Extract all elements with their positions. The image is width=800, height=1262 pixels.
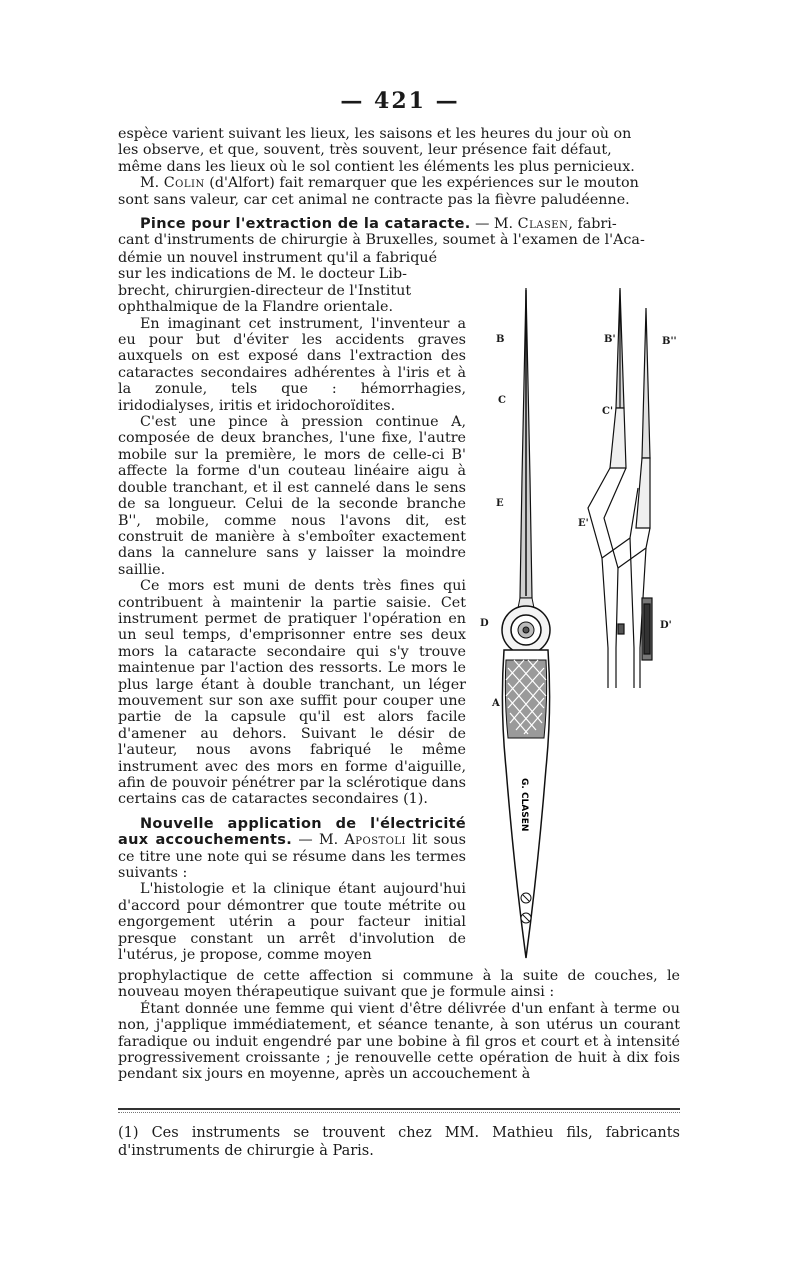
forceps-illustration (470, 268, 690, 968)
pince-heading-line: Pince pour l'extraction de la cataracte. — M. Clasen, fabri- (140, 216, 617, 232)
author-clasen: Clasen (517, 216, 569, 232)
pince-paragraph-3: C'est une pince à pression continue A, composée de deux branches, l'une fixe, l'autre mobile sur la première, le mors de celle-ci B' affecte la forme d'un couteau linéaire aigu à double tranchant, et il est cannelé dans le sens de sa longueur. Celui de la seconde branche B'', mobile, comme nous l'avons dit, est construit de manière à s'emboîter exactement dans la cannelure sans y laisser la moindre saillie. (118, 414, 466, 578)
figure-label-d-prime: D' (660, 620, 672, 631)
figure-label-e: E (496, 498, 504, 509)
pince-narrow-column (118, 250, 466, 963)
pince-narrow-line: brecht, chirurgien-directeur de l'Institut (118, 282, 412, 299)
footnote-rule-dotted (118, 1112, 680, 1113)
figure-label-c-prime: C' (602, 406, 614, 417)
author-apostoli: Apostoli (344, 832, 406, 849)
pince-line2: cant d'instruments de chirurgie à Bruxelles, soumet à l'examen de l'Aca- (118, 232, 645, 249)
electricite-wide (118, 968, 680, 1083)
pince-narrow-line: démie un nouvel instrument qu'il a fabriqué (118, 250, 438, 266)
electricite-heading-paragraph: Nouvelle application de l'électricité aux accouchements. — M. Apostoli lit sous ce titre une note qui se résume dans les termes suivants : (118, 815, 466, 882)
figure-label-b: B (496, 334, 505, 345)
figure-label-a: A (492, 698, 500, 709)
figure-label-b-second: B'' (662, 336, 677, 347)
forceps-figure (470, 268, 690, 968)
page-number: — 421 — (340, 88, 460, 114)
electricite-heading: Nouvelle application de l'électricité aux accouchements. (118, 815, 466, 849)
forceps-main (502, 288, 550, 958)
author-colin: Colin (163, 175, 205, 192)
engraving-text: G. CLASEN (519, 778, 529, 832)
electricite-paragraph-2-wide: prophylactique de cette affection si commune à la suite de couches, le nouveau moyen thérapeutique suivant que je formule ainsi : (118, 968, 680, 1001)
electricite-paragraph-2-narrow: L'histologie et la clinique étant aujourd'hui d'accord pour démontrer que toute métrite ou engorgement utérin a pour facteur initial presque constant un arrêt d'involution de l'utérus, je propose, comme moyen (118, 881, 466, 964)
colin-line2: sont sans valeur, car cet animal ne contracte pas la fièvre paludéenne. (118, 191, 630, 208)
intro-line: même dans les lieux où le sol contient les éléments les plus pernicieux. (118, 158, 635, 175)
figure-label-b-prime: B' (604, 334, 616, 345)
footnote-rule (118, 1108, 680, 1110)
electricite-paragraph-3: Étant donnée une femme qui vient d'être délivrée d'un enfant à terme ou non, j'applique immédiatement, et séance tenante, à son utérus un courant faradique ou induit engendré par une bobine à fil gros et court et à intensité progressivement croissante ; je renouvelle cette opération de huit à dix fois pendant six jours en moyenne, après un accouchement à (118, 1000, 680, 1083)
intro-line: espèce varient suivant les lieux, les saisons et les heures du jour où on (118, 126, 632, 142)
pince-section (118, 216, 680, 249)
footnote: (1) Ces instruments se trouvent chez MM. Mathieu fils, fabricants d'instruments de chirurgie à Paris. (118, 1125, 680, 1159)
pince-narrow-line: ophthalmique de la Flandre orientale. (118, 299, 394, 316)
pince-paragraph-4: Ce mors est muni de dents très fines qui contribuent à maintenir la partie saisie. Cet instrument permet de pratiquer l'opération en un seul temps, d'emprisonner entre ses deux mors la cataracte secondaire qui s'y trouve maintenue par l'action des ressorts. Le mors le plus large étant à double tranchant, un léger mouvement sur son axe suffit pour couper une partie de la capsule qu'il est alors facile d'amener au dehors. Suivant le désir de l'auteur, nous avons fabriqué le même instrument avec des mors en forme d'aiguille, afin de pouvoir pénétrer par la sclérotique dans certains cas de cataractes secondaires (1). (118, 578, 466, 808)
figure-label-e-prime: E' (578, 518, 589, 529)
pince-heading: Pince pour l'extraction de la cataracte. (140, 216, 471, 232)
forceps-detail (588, 288, 652, 688)
figure-label-c: C (498, 395, 506, 406)
pince-paragraph-2: En imaginant cet instrument, l'inventeur a eu pour but d'éviter les accidents graves auxquels on est exposé dans l'extraction des cataractes secondaires adhérentes à l'iris et à la zonule, tels que : hémorrhagies, iridodialyses, iritis et iridochoroïdites. (118, 315, 466, 414)
pince-narrow-line: sur les indications de M. le docteur Lib- (118, 266, 407, 283)
figure-label-d: D (480, 618, 489, 629)
intro-line: les observe, et que, souvent, très souvent, leur présence fait défaut, (118, 142, 612, 159)
colin-paragraph: M. Colin (d'Alfort) fait remarquer que les expériences sur le mouton (140, 175, 639, 192)
intro-paragraph (118, 126, 680, 208)
